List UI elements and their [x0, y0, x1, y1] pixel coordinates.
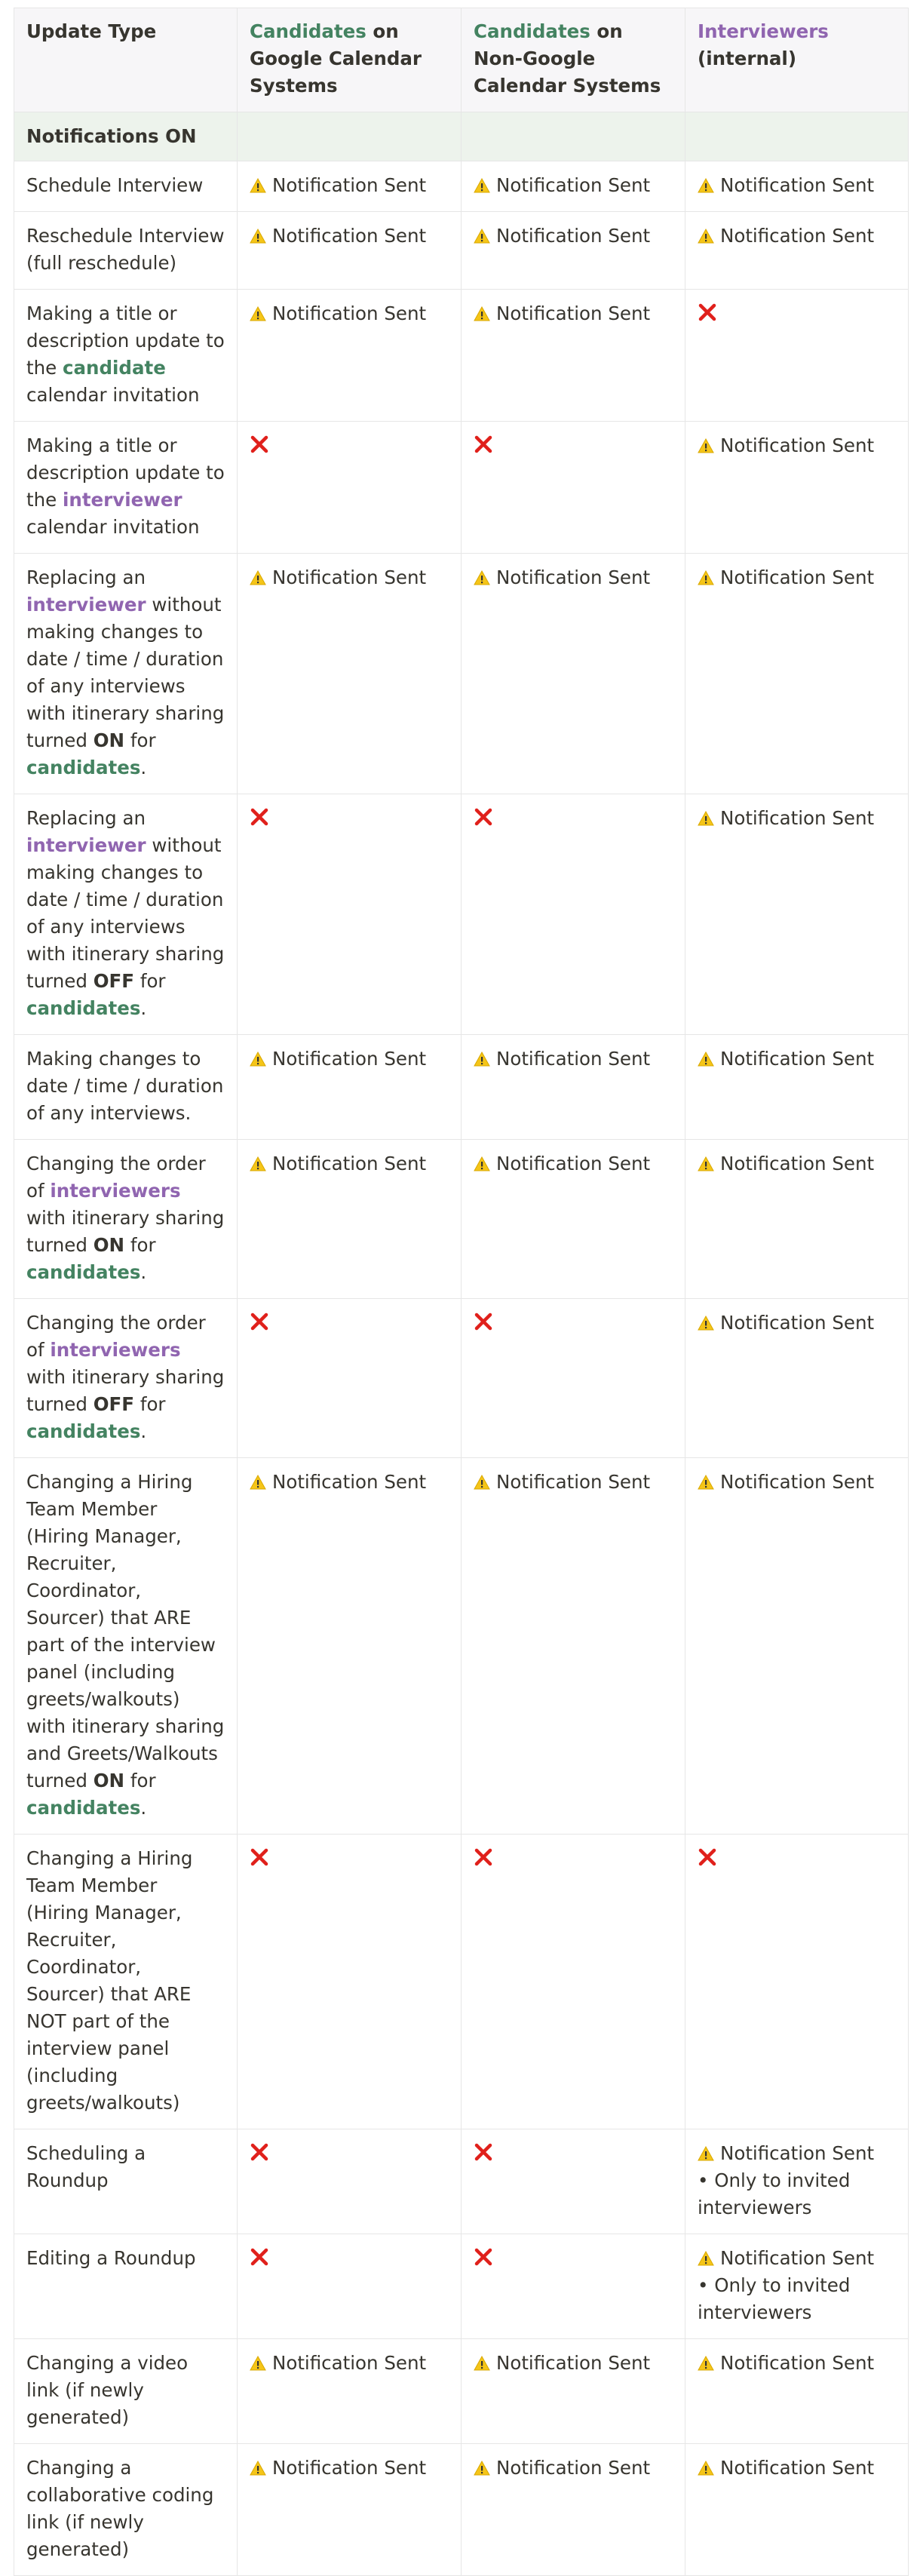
update-type-cell: Scheduling a Roundup — [14, 2129, 238, 2234]
table-row — [14, 1299, 909, 1458]
warning-icon — [474, 178, 490, 193]
status-not-sent — [238, 2129, 462, 2234]
warning-icon — [698, 1156, 714, 1171]
cross-mark-icon — [474, 2142, 493, 2162]
update-type-cell: Replacing an interviewer without making changes to date / time / duration of any interviews with itinerary sharing turned OFF for candidates. — [14, 794, 238, 1035]
cross-mark-icon — [250, 807, 269, 827]
update-type-cell: Making changes to date / time / duration of any interviews. — [14, 1035, 238, 1140]
status-sent: Notification Sent — [685, 1035, 909, 1140]
cross-mark-icon — [474, 2247, 493, 2267]
warning-icon — [698, 178, 714, 193]
notification-table — [14, 8, 909, 2576]
warning-icon — [474, 229, 490, 244]
update-type-cell: Changing the order of interviewers with itinerary sharing turned OFF for candidates. — [14, 1299, 238, 1458]
status-sent: Notification Sent — [685, 554, 909, 794]
cross-mark-icon — [250, 2247, 269, 2267]
header-interviewers: Interviewers (internal) — [685, 8, 909, 112]
table-row — [14, 1140, 909, 1299]
status-sent: Notification Sent — [462, 161, 685, 212]
table-row — [14, 554, 909, 794]
warning-icon — [474, 1052, 490, 1067]
warning-icon — [698, 2356, 714, 2371]
cross-mark-icon — [250, 1847, 269, 1867]
status-sent: Notification Sent — [462, 1035, 685, 1140]
warning-icon — [698, 1052, 714, 1067]
cross-mark-icon — [698, 1847, 717, 1867]
warning-icon — [250, 2461, 266, 2476]
warning-icon — [250, 1052, 266, 1067]
status-not-sent — [462, 1835, 685, 2129]
status-sent: Notification Sent — [685, 1458, 909, 1835]
warning-icon — [698, 811, 714, 826]
status-not-sent — [238, 1299, 462, 1458]
table-row — [14, 161, 909, 212]
table-row — [14, 422, 909, 554]
cross-mark-icon — [250, 2142, 269, 2162]
warning-icon — [698, 2251, 714, 2266]
status-not-sent — [462, 2234, 685, 2339]
cross-mark-icon — [698, 302, 717, 322]
table-row — [14, 1835, 909, 2129]
warning-icon — [698, 438, 714, 453]
cross-mark-icon — [474, 434, 493, 454]
warning-icon — [250, 178, 266, 193]
warning-icon — [698, 2461, 714, 2476]
update-type-cell: Replacing an interviewer without making changes to date / time / duration of any interviews with itinerary sharing turned ON for candidates. — [14, 554, 238, 794]
status-sent: Notification Sent — [685, 1140, 909, 1299]
status-sent: Notification Sent — [462, 2339, 685, 2444]
update-type-cell: Schedule Interview — [14, 161, 238, 212]
warning-icon — [474, 306, 490, 321]
warning-icon — [250, 1475, 266, 1490]
status-not-sent — [238, 1835, 462, 2129]
cross-mark-icon — [474, 1312, 493, 1331]
table-row — [14, 1458, 909, 1835]
warning-icon — [250, 306, 266, 321]
status-sent: Notification Sent — [238, 290, 462, 422]
table-row — [14, 2339, 909, 2444]
status-sent: Notification Sent — [238, 1035, 462, 1140]
status-not-sent — [462, 1299, 685, 1458]
status-sent: Notification Sent — [462, 554, 685, 794]
status-sent: Notification Sent — [685, 212, 909, 290]
status-not-sent — [238, 2234, 462, 2339]
status-sent: Notification Sent — [238, 2444, 462, 2576]
status-sent: Notification Sent — [238, 554, 462, 794]
section-title: Notifications ON — [14, 112, 238, 161]
status-sent: Notification Sent — [685, 422, 909, 554]
header-candidates-non-google: Candidates on Non-Google Calendar Systems — [462, 8, 685, 112]
cross-mark-icon — [474, 807, 493, 827]
warning-icon — [698, 1316, 714, 1331]
status-sent: Notification Sent — [462, 1140, 685, 1299]
update-type-cell: Changing a Hiring Team Member (Hiring Manager, Recruiter, Coordinator, Sourcer) that ARE part of the interview panel (including greets/walkouts) with itinerary sharing and Greets/Walkouts turned ON for candidates. — [14, 1458, 238, 1835]
update-type-cell: Making a title or description update to the candidate calendar invitation — [14, 290, 238, 422]
status-sent: Notification Sent — [685, 161, 909, 212]
header-candidates-google: Candidates on Google Calendar Systems — [238, 8, 462, 112]
warning-icon — [250, 1156, 266, 1171]
update-type-cell: Changing the order of interviewers with itinerary sharing turned ON for candidates. — [14, 1140, 238, 1299]
warning-icon — [698, 1475, 714, 1490]
warning-icon — [250, 2356, 266, 2371]
status-sent: Notification Sent — [462, 212, 685, 290]
roundup-note: • Only to invited interviewers — [698, 2169, 851, 2218]
status-not-sent — [462, 2129, 685, 2234]
status-sent: Notification Sent — [238, 212, 462, 290]
cross-mark-icon — [250, 1312, 269, 1331]
status-sent: Notification Sent — [685, 1299, 909, 1458]
warning-icon — [474, 2461, 490, 2476]
header-update-type: Update Type — [14, 8, 238, 112]
roundup-note: • Only to invited interviewers — [698, 2274, 851, 2323]
status-not-sent — [685, 290, 909, 422]
warning-icon — [698, 2146, 714, 2161]
status-not-sent — [238, 794, 462, 1035]
status-sent: Notification Sent — [238, 1140, 462, 1299]
warning-icon — [474, 1475, 490, 1490]
status-sent: Notification Sent — [685, 2444, 909, 2576]
update-type-cell: Making a title or description update to the interviewer calendar invitation — [14, 422, 238, 554]
table-row — [14, 2444, 909, 2576]
status-sent: Notification Sent — [685, 794, 909, 1035]
table-row — [14, 1035, 909, 1140]
header-row — [14, 8, 909, 112]
update-type-cell: Changing a video link (if newly generated) — [14, 2339, 238, 2444]
status-sent: Notification Sent — [238, 1458, 462, 1835]
warning-icon — [250, 570, 266, 585]
section-row — [14, 112, 909, 161]
table-row — [14, 794, 909, 1035]
table-row — [14, 2234, 909, 2339]
warning-icon — [474, 1156, 490, 1171]
status-sent: Notification Sent — [462, 290, 685, 422]
status-not-sent — [462, 794, 685, 1035]
status-sent: Notification Sent — [238, 2339, 462, 2444]
status-sent: Notification Sent — [462, 1458, 685, 1835]
status-not-sent — [462, 422, 685, 554]
update-type-cell: Changing a collaborative coding link (if newly generated) — [14, 2444, 238, 2576]
status-sent: Notification Sent • Only to invited interviewers — [685, 2129, 909, 2234]
warning-icon — [698, 570, 714, 585]
cross-mark-icon — [474, 1847, 493, 1867]
warning-icon — [250, 229, 266, 244]
update-type-cell: Editing a Roundup — [14, 2234, 238, 2339]
update-type-cell: Changing a Hiring Team Member (Hiring Manager, Recruiter, Coordinator, Sourcer) that ARE NOT part of the interview panel (including greets/walkouts) — [14, 1835, 238, 2129]
table-row — [14, 2129, 909, 2234]
status-sent: Notification Sent — [685, 2339, 909, 2444]
warning-icon — [474, 570, 490, 585]
update-type-cell: Reschedule Interview (full reschedule) — [14, 212, 238, 290]
status-sent: Notification Sent — [238, 161, 462, 212]
status-sent: Notification Sent • Only to invited interviewers — [685, 2234, 909, 2339]
cross-mark-icon — [250, 434, 269, 454]
status-not-sent — [238, 422, 462, 554]
status-sent: Notification Sent — [462, 2444, 685, 2576]
warning-icon — [474, 2356, 490, 2371]
status-not-sent — [685, 1835, 909, 2129]
table-row — [14, 212, 909, 290]
warning-icon — [698, 229, 714, 244]
table-row — [14, 290, 909, 422]
